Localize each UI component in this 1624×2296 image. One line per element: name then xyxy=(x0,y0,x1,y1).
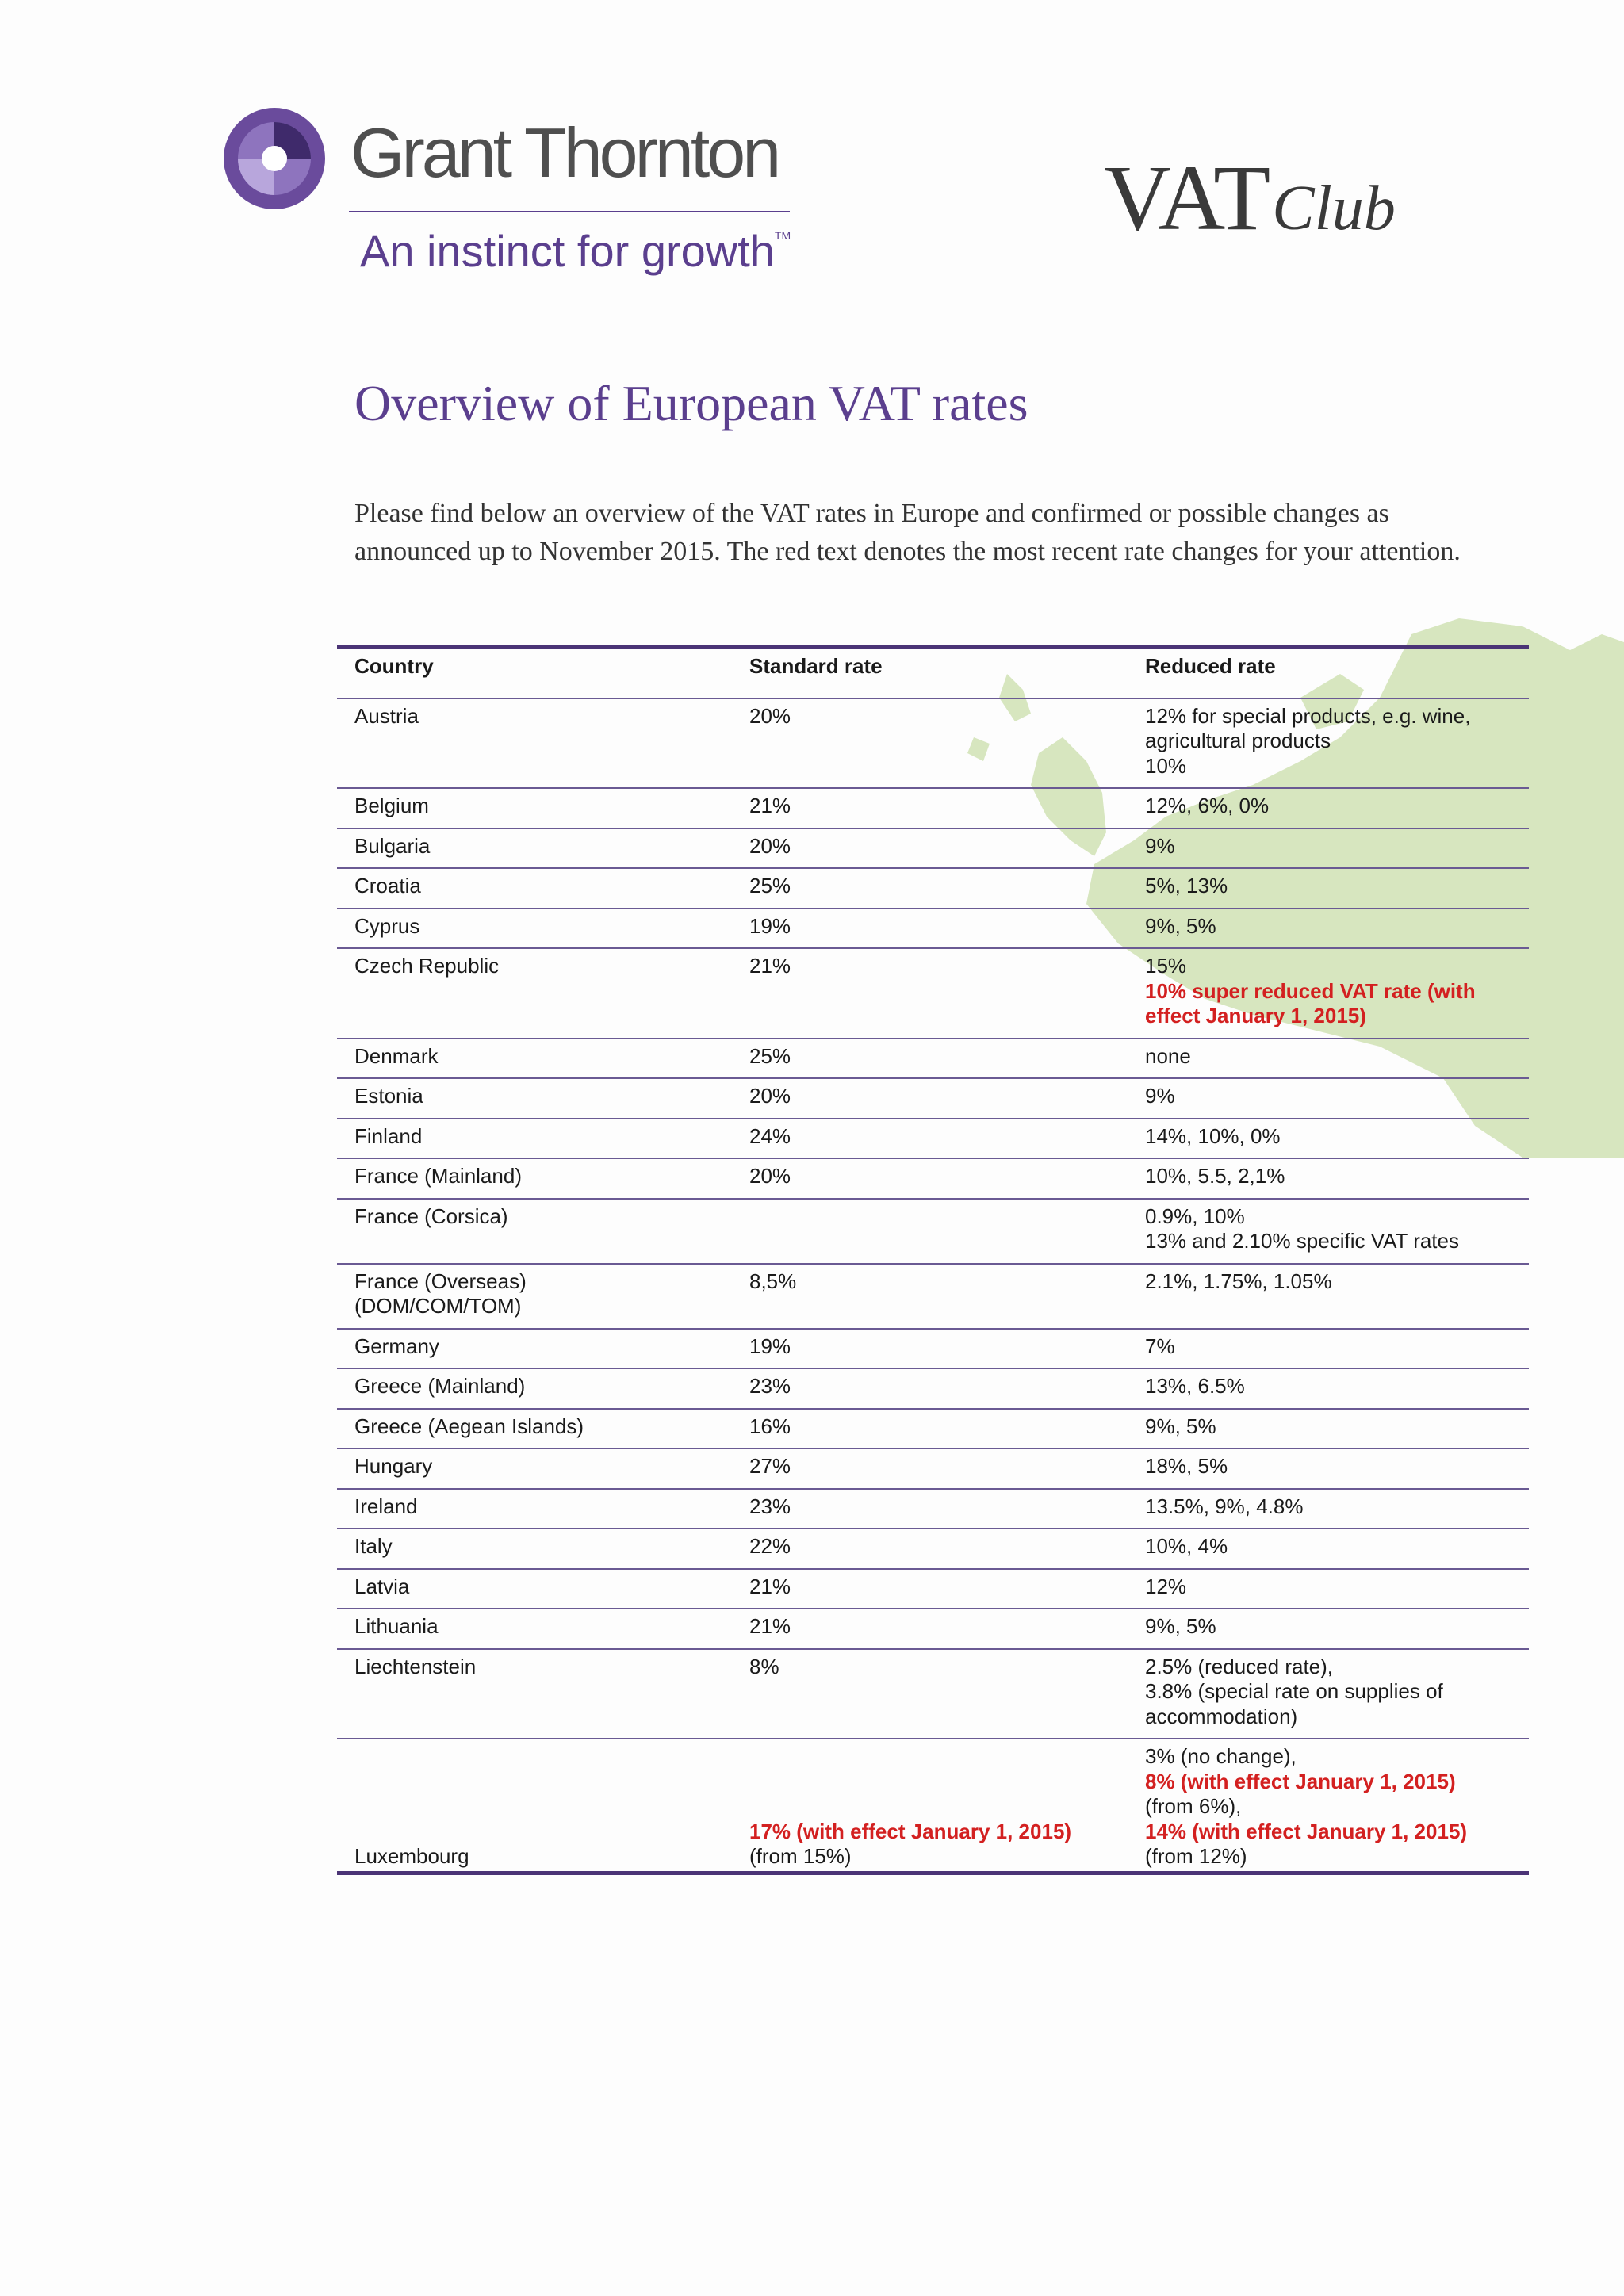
country-name: Estonia xyxy=(354,1084,423,1108)
country-cell xyxy=(337,828,749,869)
table-row xyxy=(337,1368,1529,1409)
table-row xyxy=(337,1609,1529,1649)
intro-paragraph: Please find below an overview of the VAT rates in Europe and confirmed or possible changes as announced up to November 2015. The red text denotes the most recent rate changes for your attention. xyxy=(354,499,1461,566)
standard-rate-cell xyxy=(749,1119,1145,1159)
country-cell xyxy=(337,1264,749,1329)
reduced-rate-cell xyxy=(1145,1529,1529,1569)
country-name: Belgium xyxy=(354,794,429,817)
country-name: France (Overseas) xyxy=(354,1269,527,1293)
reduced-rate-cell xyxy=(1145,698,1529,789)
rate-text: 23% xyxy=(749,1494,791,1518)
rate-text: 3.8% (special rate on supplies of xyxy=(1145,1679,1443,1703)
rate-text: 12% for special products, e.g. wine, xyxy=(1145,703,1471,728)
table-row xyxy=(337,1529,1529,1569)
country-name: Lithuania xyxy=(354,1614,439,1638)
rate-text: 10% xyxy=(1145,753,1187,778)
reduced-rate-cell xyxy=(1145,1264,1529,1329)
rate-text: 27% xyxy=(749,1454,791,1478)
country-cell xyxy=(337,698,749,789)
rate-text: 8,5% xyxy=(749,1269,797,1293)
country-name: Croatia xyxy=(354,874,421,897)
rate-text: 20% xyxy=(749,833,791,858)
country-name: Bulgaria xyxy=(354,833,431,858)
country-cell xyxy=(337,1368,749,1409)
reduced-rate-cell xyxy=(1145,1039,1529,1079)
reduced-rate-cell xyxy=(1145,1569,1529,1609)
rate-text: 20% xyxy=(749,1084,791,1108)
reduced-rate-cell xyxy=(1145,1649,1529,1739)
page-title: Overview of European VAT rates xyxy=(354,375,1028,431)
grant-thornton-swirl-icon xyxy=(222,106,327,211)
rate-text: 5%, 13% xyxy=(1145,874,1228,897)
country-cell xyxy=(337,1078,749,1119)
rate-text: 19% xyxy=(749,1334,791,1358)
standard-rate-cell xyxy=(749,1649,1145,1739)
rate-text: 16% xyxy=(749,1414,791,1438)
reduced-rate-cell xyxy=(1145,1158,1529,1199)
country-name: Latvia xyxy=(354,1574,410,1598)
reduced-rate-cell xyxy=(1145,868,1529,909)
rate-text: 19% xyxy=(749,913,791,938)
country-name: (DOM/COM/TOM) xyxy=(354,1294,522,1318)
table-row xyxy=(337,788,1529,828)
rate-text: 2.5% (reduced rate), xyxy=(1145,1654,1334,1678)
rate-text: 9% xyxy=(1145,1084,1175,1108)
country-cell xyxy=(337,1609,749,1649)
header-standard-rate: Standard rate xyxy=(749,648,1145,698)
rate-text: 12%, 6%, 0% xyxy=(1145,794,1270,817)
rate-text: 2.1%, 1.75%, 1.05% xyxy=(1145,1269,1332,1293)
table-row xyxy=(337,1199,1529,1264)
rate-text: 20% xyxy=(749,703,791,728)
rate-text: 9%, 5% xyxy=(1145,1414,1216,1438)
country-name: France (Corsica) xyxy=(354,1203,508,1228)
standard-rate-cell xyxy=(749,1158,1145,1199)
rate-text: 23% xyxy=(749,1374,791,1398)
table-row xyxy=(337,1739,1529,1873)
table-row xyxy=(337,1569,1529,1609)
country-cell xyxy=(337,1739,749,1873)
rate-text: 9%, 5% xyxy=(1145,913,1216,938)
country-cell xyxy=(337,1489,749,1529)
country-cell xyxy=(337,1119,749,1159)
rate-change-highlight: 10% super reduced VAT rate (with xyxy=(1145,978,1476,1003)
reduced-rate-cell xyxy=(1145,1078,1529,1119)
header-reduced-rate: Reduced rate xyxy=(1145,648,1529,698)
reduced-rate-cell xyxy=(1145,828,1529,869)
rate-change-highlight: 8% (with effect January 1, 2015) xyxy=(1145,1769,1456,1793)
rate-text: 22% xyxy=(749,1534,791,1558)
rate-text: 21% xyxy=(749,1614,791,1638)
rate-text: 25% xyxy=(749,1043,791,1068)
rate-text: 13% and 2.10% specific VAT rates xyxy=(1145,1229,1459,1253)
brand-tagline: An instinct for growth™ xyxy=(360,226,791,276)
country-cell xyxy=(337,1649,749,1739)
rate-text: 12% xyxy=(1145,1574,1187,1598)
rate-text: 10%, 4% xyxy=(1145,1534,1228,1558)
country-name: Liechtenstein xyxy=(354,1654,477,1678)
trademark: TM xyxy=(774,229,791,242)
country-name: Austria xyxy=(354,703,419,728)
rate-text: 0.9%, 10% xyxy=(1145,1203,1245,1228)
standard-rate-cell xyxy=(749,948,1145,1039)
table-row xyxy=(337,948,1529,1039)
standard-rate-cell xyxy=(749,1368,1145,1409)
rate-change-highlight: 14% (with effect January 1, 2015) xyxy=(1145,1819,1468,1843)
country-cell xyxy=(337,788,749,828)
table-row xyxy=(337,828,1529,869)
rate-text: 13.5%, 9%, 4.8% xyxy=(1145,1494,1304,1518)
country-name: Czech Republic xyxy=(354,954,500,978)
standard-rate-cell xyxy=(749,1569,1145,1609)
rate-text: 21% xyxy=(749,1574,791,1598)
reduced-rate-cell xyxy=(1145,1368,1529,1409)
table-body xyxy=(337,698,1529,1873)
country-cell xyxy=(337,1569,749,1609)
rate-text: 9% xyxy=(1145,833,1175,858)
standard-rate-cell xyxy=(749,828,1145,869)
table-row xyxy=(337,1158,1529,1199)
rate-text: 10%, 5.5, 2,1% xyxy=(1145,1164,1285,1188)
grant-thornton-logo xyxy=(222,106,809,289)
country-cell xyxy=(337,909,749,949)
table-row xyxy=(337,909,1529,949)
standard-rate-cell xyxy=(749,1078,1145,1119)
rate-text: 7% xyxy=(1145,1334,1175,1358)
reduced-rate-cell xyxy=(1145,1329,1529,1369)
standard-rate-cell xyxy=(749,1489,1145,1529)
country-cell xyxy=(337,948,749,1039)
country-name: Finland xyxy=(354,1123,423,1148)
standard-rate-cell xyxy=(749,1199,1145,1264)
country-name: Greece (Aegean Islands) xyxy=(354,1414,584,1438)
table-row xyxy=(337,1329,1529,1369)
rate-change-highlight: effect January 1, 2015) xyxy=(1145,1004,1366,1027)
standard-rate-cell xyxy=(749,868,1145,909)
rate-text: (from 6%), xyxy=(1145,1794,1242,1818)
brand-name: Grant Thornton xyxy=(350,113,779,192)
standard-rate-cell xyxy=(749,1264,1145,1329)
country-cell xyxy=(337,1039,749,1079)
country-name: Luxembourg xyxy=(354,1844,469,1868)
rate-text: 18%, 5% xyxy=(1145,1454,1228,1478)
rate-text: 3% (no change), xyxy=(1145,1744,1297,1768)
rate-text: (from 15%) xyxy=(749,1844,852,1868)
reduced-rate-cell xyxy=(1145,1609,1529,1649)
reduced-rate-cell xyxy=(1145,1448,1529,1489)
table-row xyxy=(337,1409,1529,1449)
reduced-rate-cell xyxy=(1145,1739,1529,1873)
table-row xyxy=(337,1649,1529,1739)
vat-club-main: VAT xyxy=(1104,146,1270,250)
standard-rate-cell xyxy=(749,788,1145,828)
reduced-rate-cell xyxy=(1145,1409,1529,1449)
table-row xyxy=(337,1489,1529,1529)
country-cell xyxy=(337,868,749,909)
standard-rate-cell xyxy=(749,1609,1145,1649)
country-name: Germany xyxy=(354,1334,439,1358)
vat-club-sub: Club xyxy=(1272,174,1396,243)
rate-text: 25% xyxy=(749,874,791,897)
rate-text: 8% xyxy=(749,1654,779,1678)
rate-text: none xyxy=(1145,1043,1191,1068)
rate-text: 13%, 6.5% xyxy=(1145,1374,1245,1398)
rate-text: 21% xyxy=(749,954,791,978)
table-row xyxy=(337,1448,1529,1489)
rate-text: agricultural products xyxy=(1145,729,1331,752)
rate-text: 24% xyxy=(749,1123,791,1148)
rate-text: 15% xyxy=(1145,954,1187,978)
country-name: France (Mainland) xyxy=(354,1164,522,1188)
vat-club-logo xyxy=(1104,144,1396,252)
table-row xyxy=(337,1119,1529,1159)
table-header-row xyxy=(337,648,1529,698)
table-row xyxy=(337,1039,1529,1079)
reduced-rate-cell xyxy=(1145,948,1529,1039)
vat-rates-table xyxy=(337,645,1529,1875)
reduced-rate-cell xyxy=(1145,1489,1529,1529)
country-cell xyxy=(337,1158,749,1199)
country-name: Denmark xyxy=(354,1043,439,1068)
standard-rate-cell xyxy=(749,909,1145,949)
table-row xyxy=(337,1264,1529,1329)
country-cell xyxy=(337,1409,749,1449)
standard-rate-cell xyxy=(749,1409,1145,1449)
table-row xyxy=(337,868,1529,909)
country-name: Hungary xyxy=(354,1454,433,1478)
standard-rate-cell xyxy=(749,1329,1145,1369)
rate-text: accommodation) xyxy=(1145,1704,1298,1728)
country-name: Italy xyxy=(354,1534,393,1558)
country-name: Ireland xyxy=(354,1494,418,1518)
country-name: Greece (Mainland) xyxy=(354,1374,526,1398)
country-cell xyxy=(337,1329,749,1369)
reduced-rate-cell xyxy=(1145,909,1529,949)
rate-change-highlight: 17% (with effect January 1, 2015) xyxy=(749,1819,1072,1843)
brand-divider xyxy=(349,211,790,212)
standard-rate-cell xyxy=(749,1529,1145,1569)
rate-text: 21% xyxy=(749,794,791,817)
standard-rate-cell xyxy=(749,1448,1145,1489)
standard-rate-cell xyxy=(749,1039,1145,1079)
standard-rate-cell xyxy=(749,698,1145,789)
reduced-rate-cell xyxy=(1145,1199,1529,1264)
standard-rate-cell xyxy=(749,1739,1145,1873)
country-cell xyxy=(337,1529,749,1569)
reduced-rate-cell xyxy=(1145,1119,1529,1159)
header-country: Country xyxy=(337,648,749,698)
country-name: Cyprus xyxy=(354,913,420,938)
rate-text: (from 12%) xyxy=(1145,1844,1247,1868)
reduced-rate-cell xyxy=(1145,788,1529,828)
rate-text: 14%, 10%, 0% xyxy=(1145,1123,1281,1148)
rate-text: 9%, 5% xyxy=(1145,1614,1216,1638)
table-row xyxy=(337,1078,1529,1119)
country-cell xyxy=(337,1199,749,1264)
country-cell xyxy=(337,1448,749,1489)
rate-text: 20% xyxy=(749,1164,791,1188)
table-row xyxy=(337,698,1529,789)
